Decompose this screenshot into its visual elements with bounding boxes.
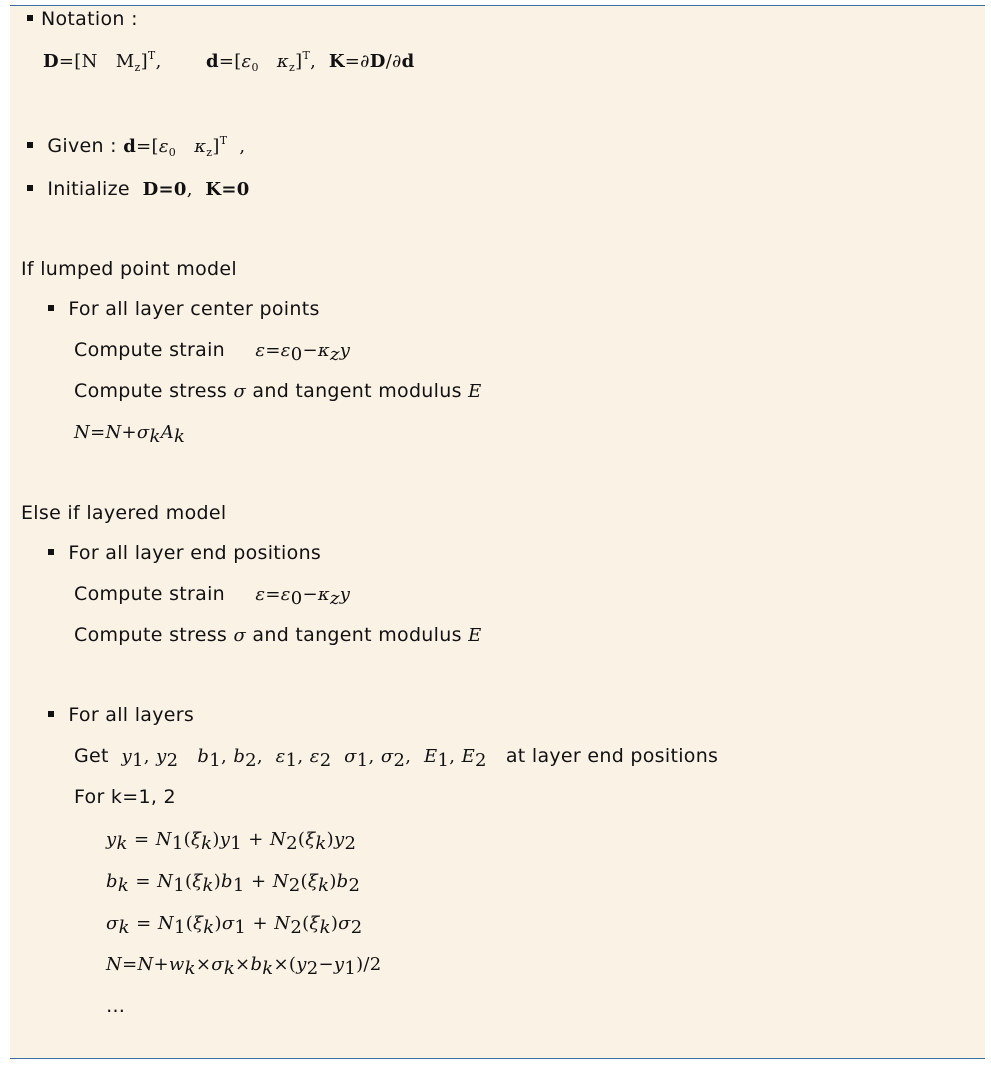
lumped-update-line: $N=N+\sigma_kA_k$	[74, 422, 186, 447]
get-line: Get $y_1$, $y_2$ $b_1$, $b_2$, $\varepsilon_1$, $\varepsilon_2$ $\sigma_1$, $\sigma_2$, $E_1$, $E_2$ at layer end positions	[74, 745, 719, 771]
top-rule	[10, 5, 985, 6]
bullet-icon	[27, 15, 33, 21]
ellipsis: …	[106, 995, 126, 1017]
lumped-bullet: For all layer center points	[48, 298, 320, 320]
initialize-label: Initialize	[47, 178, 130, 200]
lumped-strain-line: Compute strain $\varepsilon=\varepsilon_0-\kappa_zy$	[74, 339, 351, 365]
given-line: Given : $d=[\varepsilon_0$ $\kappa_z]^T$ ,	[27, 135, 245, 157]
eq-n-update: $N=N+w_k\times\sigma_k\times b_k\times(y_2-y_1)/2$	[106, 954, 382, 979]
eq-yk: $y_k = N_1(\xi_k)y_1 + N_2(\xi_k)y_2$	[106, 829, 357, 854]
eq-bk: $b_k = N_1(\xi_k)b_1 + N_2(\xi_k)b_2$	[106, 871, 361, 896]
layered-stress-line: Compute stress σ and tangent modulus E	[74, 624, 482, 646]
for-k-line: For k=1, 2	[74, 786, 176, 808]
layered-header: Else if layered model	[21, 502, 227, 524]
bullet-icon	[48, 305, 54, 311]
notation-label: Notation :	[41, 8, 138, 30]
eq-sigmak: $\sigma_k = N_1(\xi_k)\sigma_1 + N_2(\xi_k)\sigma_2$	[106, 913, 363, 938]
lumped-stress-line: Compute stress σ and tangent modulus E	[74, 380, 482, 402]
initialize-line: Initialize D=0, K=0	[27, 178, 250, 200]
given-label: Given :	[47, 135, 117, 157]
bottom-rule	[10, 1058, 985, 1059]
notation-line	[27, 8, 138, 30]
bullet-icon	[27, 142, 33, 148]
algorithm-panel	[10, 5, 985, 1059]
layered-strain-line: Compute strain $\varepsilon=\varepsilon_0-\kappa_zy$	[74, 583, 351, 609]
bullet-icon	[48, 549, 54, 555]
bullet-icon	[48, 711, 54, 717]
lumped-header: If lumped point model	[21, 258, 237, 280]
bullet-icon	[27, 185, 33, 191]
layered-bullet: For all layer end positions	[48, 542, 321, 564]
notation-definition: D=[N $M_z]^T$, $d=[\varepsilon_0$ $\kappa_z]^T$, K=∂D/∂d	[43, 49, 415, 74]
layers-bullet: For all layers	[48, 704, 194, 726]
